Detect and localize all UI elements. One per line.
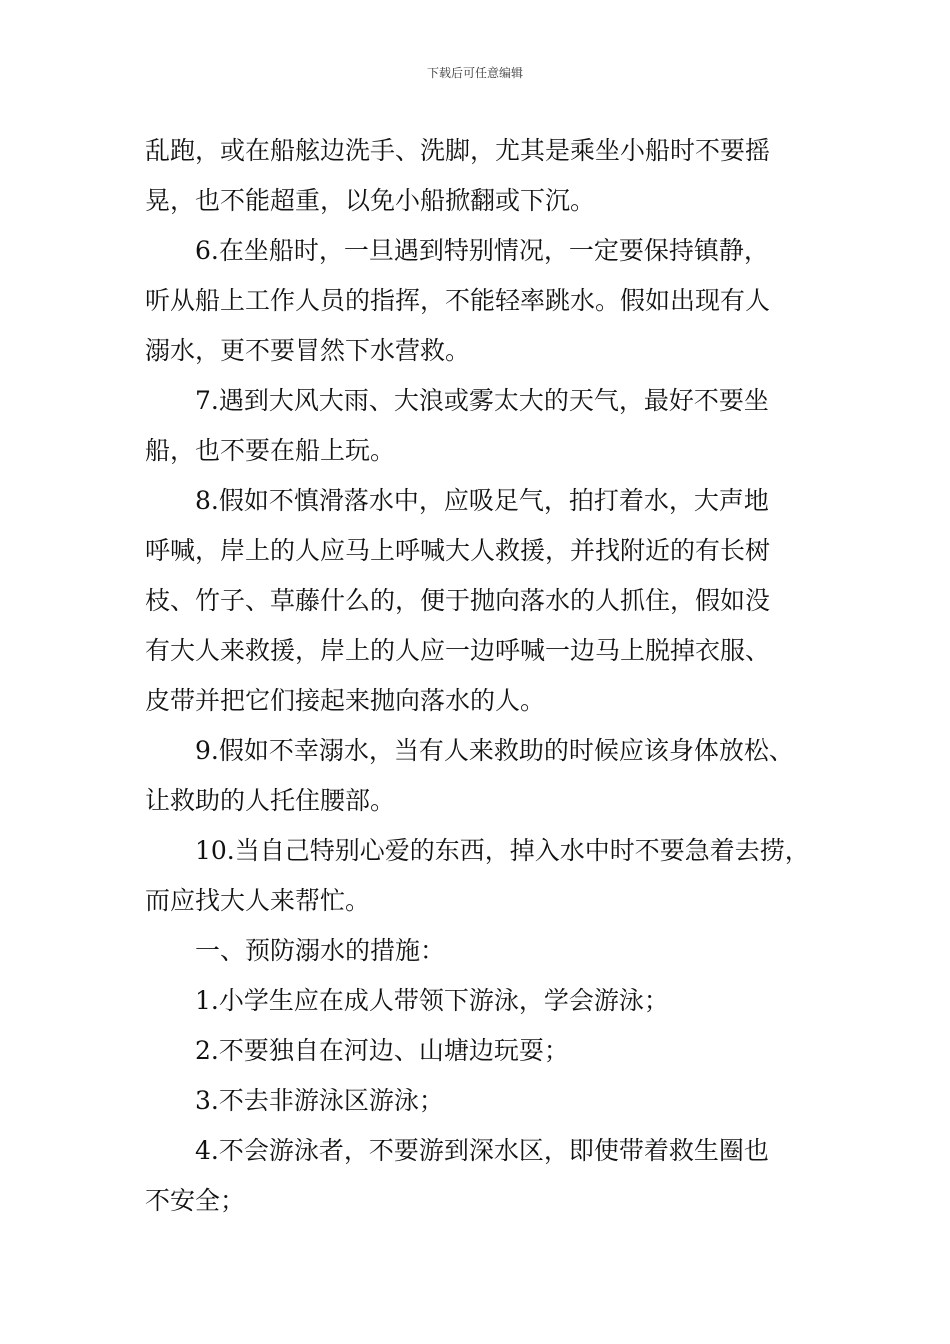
document-body bbox=[145, 126, 810, 1226]
text-line: 呼喊，岸上的人应马上呼喊大人救援，并找附近的有长树 bbox=[145, 536, 771, 565]
text-line: 溺水，更不要冒然下水营救。 bbox=[145, 336, 471, 365]
page-header: 下载后可任意编辑 bbox=[426, 66, 523, 80]
text-line: 听从船上工作人员的指挥，不能轻率跳水。假如出现有人 bbox=[145, 286, 771, 315]
text-line: 船，也不要在船上玩。 bbox=[145, 436, 396, 465]
text-line: 枝、竹子、草藤什么的，便于抛向落水的人抓住，假如没 bbox=[145, 586, 771, 615]
text-line: 6.在坐船时，一旦遇到特别情况，一定要保持镇静， bbox=[195, 236, 769, 265]
list-item: 3.不去非游泳区游泳； bbox=[195, 1086, 444, 1115]
list-item: 2.不要独自在河边、山塘边玩耍； bbox=[195, 1036, 569, 1065]
list-item: 4.不会游泳者，不要游到深水区，即使带着救生圈也 bbox=[195, 1136, 769, 1165]
text-line: 而应找大人来帮忙。 bbox=[145, 886, 371, 915]
text-line: 9.假如不幸溺水，当有人来救助的时候应该身体放松、 bbox=[195, 736, 794, 765]
list-item: 1.小学生应在成人带领下游泳，学会游泳； bbox=[195, 986, 669, 1015]
section-heading: 一、预防溺水的措施： bbox=[195, 936, 446, 965]
text-line: 让救助的人托住腰部。 bbox=[145, 786, 396, 815]
text-line: 皮带并把它们接起来抛向落水的人。 bbox=[145, 686, 546, 715]
text-line: 乱跑，或在船舷边洗手、洗脚，尤其是乘坐小船时不要摇 bbox=[145, 136, 771, 165]
text-line: 晃，也不能超重，以免小船掀翻或下沉。 bbox=[145, 186, 596, 215]
text-line: 有大人来救援，岸上的人应一边呼喊一边马上脱掉衣服、 bbox=[145, 636, 771, 665]
text-line: 10.当自己特别心爱的东西，掉入水中时不要急着去捞， bbox=[195, 836, 810, 865]
text-line: 7.遇到大风大雨、大浪或雾太大的天气，最好不要坐 bbox=[195, 386, 769, 415]
text-line: 不安全； bbox=[145, 1186, 246, 1215]
text-line: 8.假如不慎滑落水中，应吸足气，拍打着水，大声地 bbox=[195, 486, 769, 515]
